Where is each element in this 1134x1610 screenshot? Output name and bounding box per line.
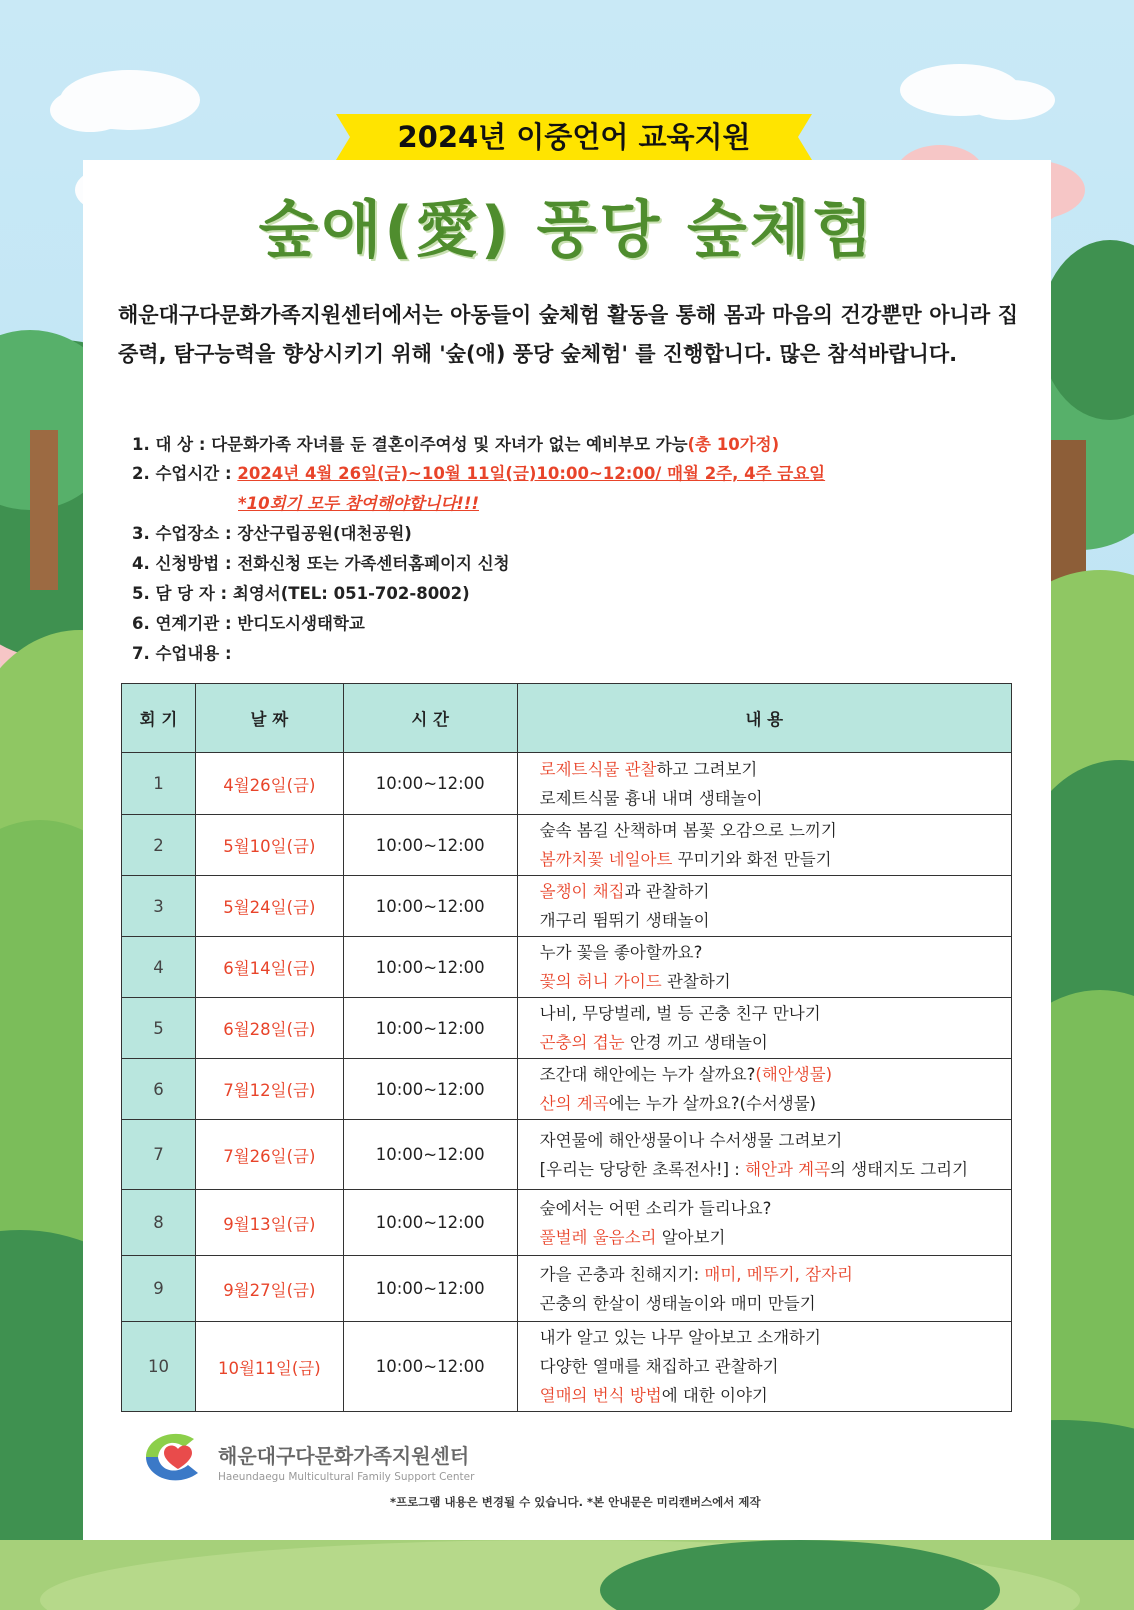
content-text: 관찰하기 [661,972,731,991]
content-text: 의 생태지도 그리기 [830,1159,969,1179]
table-row [122,1256,1012,1322]
content-highlight: 열매의 번식 방법 [539,1386,662,1405]
content-line [540,938,1010,967]
info-time-note: *10회기 모두 참여해야합니다!!! [238,494,479,513]
content-text: 가을 곤충과 친해지기: [539,1264,705,1284]
table-row [122,815,1012,876]
info-place-label: 3. 수업장소 : [132,524,238,543]
org-logo-icon [136,1427,208,1487]
info-target-count: (총 10가정) [687,435,780,454]
content-text: 숲속 봄길 산책하며 봄꽃 오감으로 느끼기 [539,821,837,840]
row-date: 7월26일(금) [195,1120,343,1190]
content-line [540,845,1010,874]
content-line [540,1352,1010,1381]
content-text: 꾸미기와 화전 만들기 [672,850,832,869]
row-content [517,1256,1011,1322]
row-time: 10:00~12:00 [343,1190,517,1256]
table-row [122,998,1012,1059]
row-date: 5월24일(금) [195,876,343,937]
row-round: 6 [122,1059,196,1120]
row-round: 4 [122,937,196,998]
row-round: 3 [122,876,196,937]
content-text: 다양한 열매를 채집하고 관찰하기 [539,1357,779,1376]
content-text: 하고 그려보기 [656,759,758,779]
row-date: 5월10일(금) [195,815,343,876]
content-highlight: (해안생물) [755,1065,833,1084]
table-row [122,753,1012,815]
content-line [540,1223,1010,1252]
content-line [540,967,1010,996]
content-highlight: 매미, 메뚜기, 잠자리 [704,1264,853,1284]
schedule-table [121,683,1012,1412]
info-time-value: 2024년 4월 26일(금)~10월 11일(금)10:00~12:00/ 매월 2주, 4주 금요일 [237,464,826,483]
content-text: 로제트식물 흉내 내며 생태놀이 [539,788,763,808]
content-text: 자연물에 해안생물이나 수서생물 그려보기 [539,1130,843,1150]
page-title: 숲애(愛) 풍당 숲체험 [258,193,876,266]
info-manager-label: 5. 담 당 자 : [132,584,233,603]
row-round: 7 [122,1120,196,1190]
content-text: 알아보기 [656,1227,726,1247]
row-round: 1 [122,753,196,815]
info-partner-label: 6. 연계기관 : [132,614,238,633]
row-round: 5 [122,998,196,1059]
info-target-label: 1. 대 상 : [132,435,212,454]
row-content [517,815,1011,876]
info-place-value: 장산구립공원(대천공원) [237,524,412,543]
content-text: 에 대한 이야기 [661,1386,768,1405]
table-row [122,1322,1012,1412]
schedule-header-row [122,684,1012,753]
row-content [517,753,1011,815]
row-date: 9월27일(금) [195,1256,343,1322]
table-row [122,937,1012,998]
content-text: 에는 누가 살까요?(수서생물) [608,1094,817,1113]
content-text: [우리는 당당한 초록전사!] : [539,1159,746,1179]
row-round: 9 [122,1256,196,1322]
content-line [540,1089,1010,1118]
info-time-note-row [238,490,479,518]
header-time: 시 간 [343,684,517,753]
info-apply-label: 4. 신청방법 : [132,554,238,573]
content-text: 누가 꽃을 좋아할까요? [539,943,703,962]
content-text: 나비, 무당벌레, 벌 등 곤충 친구 만나기 [539,1004,821,1023]
row-content [517,1190,1011,1256]
info-manager-value: 최영서(TEL: 051-702-8002) [232,584,470,603]
row-time: 10:00~12:00 [343,1120,517,1190]
row-date: 9월13일(금) [195,1190,343,1256]
row-time: 10:00~12:00 [343,937,517,998]
info-target [132,431,779,459]
content-line [540,1126,1010,1155]
header-round: 회 기 [122,684,196,753]
info-time [132,460,825,488]
row-time: 10:00~12:00 [343,1059,517,1120]
row-content [517,937,1011,998]
content-text: 개구리 뜀뛰기 생태놀이 [539,911,710,930]
row-time: 10:00~12:00 [343,876,517,937]
row-time: 10:00~12:00 [343,1322,517,1412]
table-row [122,876,1012,937]
content-text: 내가 알고 있는 나무 알아보고 소개하기 [539,1328,821,1347]
info-target-value: 다문화가족 자녀를 둔 결혼이주여성 및 자녀가 없는 예비부모 가능 [211,435,688,454]
content-highlight: 봄까치꽃 네일아트 [539,850,673,869]
content-highlight: 풀벌레 울음소리 [539,1227,657,1247]
content-highlight: 해안과 계곡 [745,1159,831,1179]
info-time-label: 2. 수업시간 : [132,464,238,483]
row-round: 2 [122,815,196,876]
table-row [122,1059,1012,1120]
org-name-en: Haeundaegu Multicultural Family Support Center [218,1471,475,1483]
content-highlight: 로제트식물 관찰 [539,759,657,779]
info-partner [132,610,365,638]
row-date: 4월26일(금) [195,753,343,815]
content-highlight: 곤충의 겹눈 [539,1033,625,1052]
content-line [540,906,1010,935]
row-content [517,1322,1011,1412]
content-line [540,877,1010,906]
schedule-body [122,753,1012,1412]
row-content [517,998,1011,1059]
row-date: 6월14일(금) [195,937,343,998]
info-place [132,520,412,548]
content-line [540,784,1010,813]
content-text: 안경 끼고 생태놀이 [624,1033,768,1052]
content-text: 과 관찰하기 [624,882,710,901]
row-time: 10:00~12:00 [343,815,517,876]
content-text: 조간대 해안에는 누가 살까요? [539,1065,756,1084]
row-date: 10월11일(금) [195,1322,343,1412]
content-text: 숲에서는 어떤 소리가 들리나요? [539,1198,772,1218]
content-line [540,1028,1010,1057]
info-apply-value: 전화신청 또는 가족센터홈페이지 신청 [237,554,510,573]
content-highlight: 꽃의 허니 가이드 [539,972,662,991]
content-highlight: 산의 계곡 [539,1094,609,1113]
content-line [540,1381,1010,1410]
content-line [540,999,1010,1028]
content-line [540,1194,1010,1223]
table-row [122,1120,1012,1190]
row-time: 10:00~12:00 [343,1256,517,1322]
content-line [540,755,1010,784]
header-date: 날 짜 [195,684,343,753]
row-content [517,1120,1011,1190]
content-line [540,1060,1010,1089]
table-row [122,1190,1012,1256]
row-round: 8 [122,1190,196,1256]
header-content: 내 용 [517,684,1011,753]
org-name: 해운대구다문화가족지원센터 [218,1444,470,1468]
content-highlight: 올챙이 채집 [539,882,625,901]
content-text: 곤충의 한살이 생태놀이와 매미 만들기 [539,1293,816,1313]
row-time: 10:00~12:00 [343,998,517,1059]
row-content [517,1059,1011,1120]
row-round: 10 [122,1322,196,1412]
row-date: 7월12일(금) [195,1059,343,1120]
footnote: *프로그램 내용은 변경될 수 있습니다. *본 안내문은 미리캔버스에서 제작 [390,1495,761,1509]
row-date: 6월28일(금) [195,998,343,1059]
content-line [540,1155,1010,1184]
info-content-label: 7. 수업내용 : [132,644,232,663]
title-ribbon-text: 2024년 이중언어 교육지원 [397,120,751,154]
info-apply [132,550,510,578]
info-content [132,640,232,668]
info-partner-value: 반디도시생태학교 [237,614,365,633]
content-line [540,1323,1010,1352]
content-line [540,816,1010,845]
info-manager [132,580,470,608]
content-line [540,1260,1010,1289]
row-content [517,876,1011,937]
intro-paragraph: 해운대구다문화가족지원센터에서는 아동들이 숲체험 활동을 통해 몸과 마음의 건강뿐만 아니라 집중력, 탐구능력을 향상시키기 위해 '숲(애) 풍당 숲체험' 를 진행합니다. 많은 참석바랍니다. [118,303,1018,366]
content-line [540,1289,1010,1318]
row-time: 10:00~12:00 [343,753,517,815]
